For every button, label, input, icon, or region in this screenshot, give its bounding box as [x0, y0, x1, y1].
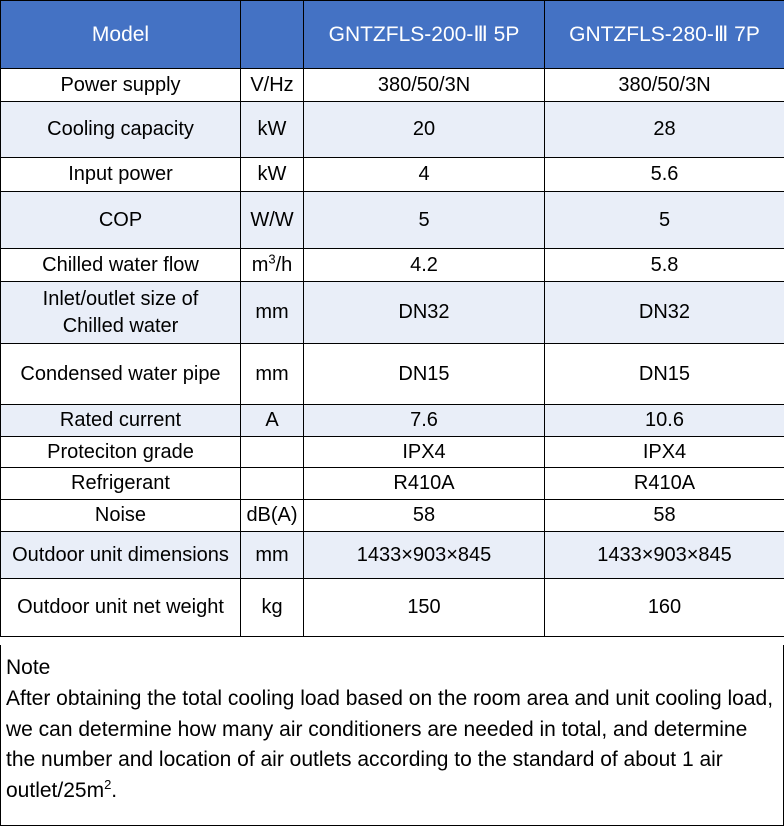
unit-cell: A — [241, 405, 304, 437]
table-row — [1, 579, 784, 637]
param-cell: Condensed water pipe — [1, 344, 241, 405]
value-a-cell: R410A — [304, 468, 545, 500]
param-cell: Rated current — [1, 405, 241, 437]
table-row — [1, 249, 784, 282]
note-text: After obtaining the total cooling load based on the room area and unit cooling load, we can determine how many air conditioners are needed in total, and determine the number and location of air outlets according to the standard of about 1 air outlet/$25m^2$. — [6, 687, 774, 802]
value-a-cell: IPX4 — [304, 437, 545, 468]
value-b-cell: 1433×903×845 — [545, 532, 784, 579]
value-b-cell: 160 — [545, 579, 784, 637]
param-cell: Chilled water flow — [1, 249, 241, 282]
unit-cell — [241, 437, 304, 468]
unit-cell: mm — [241, 344, 304, 405]
table-row — [1, 344, 784, 405]
table-row — [1, 158, 784, 192]
unit-cell: kg — [241, 579, 304, 637]
unit-cell: $m^3/h$ — [241, 249, 304, 282]
model-a-header: GNTZFLS-200-Ⅲ 5P — [304, 1, 545, 69]
value-b-cell: 5 — [545, 192, 784, 249]
param-cell: Power supply — [1, 69, 241, 102]
value-b-cell: R410A — [545, 468, 784, 500]
param-cell: Input power — [1, 158, 241, 192]
table-row — [1, 282, 784, 344]
unit-cell: mm — [241, 532, 304, 579]
header-row — [1, 1, 784, 69]
value-b-cell: 380/50/3N — [545, 69, 784, 102]
table-row — [1, 102, 784, 158]
unit-cell: kW — [241, 158, 304, 192]
table-row — [1, 437, 784, 468]
param-cell: Proteciton grade — [1, 437, 241, 468]
value-b-cell: 58 — [545, 500, 784, 532]
value-a-cell: DN32 — [304, 282, 545, 344]
param-cell: Outdoor unit net weight — [1, 579, 241, 637]
unit-cell: W/W — [241, 192, 304, 249]
table-row — [1, 192, 784, 249]
unit-cell: dB(A) — [241, 500, 304, 532]
unit-cell — [241, 468, 304, 500]
value-a-cell: DN15 — [304, 344, 545, 405]
param-cell: COP — [1, 192, 241, 249]
table-row — [1, 500, 784, 532]
value-a-cell: 1433×903×845 — [304, 532, 545, 579]
value-a-cell: 58 — [304, 500, 545, 532]
model-b-header: GNTZFLS-280-Ⅲ 7P — [545, 1, 784, 69]
value-b-cell: 5.8 — [545, 249, 784, 282]
value-a-cell: 20 — [304, 102, 545, 158]
value-b-cell: IPX4 — [545, 437, 784, 468]
value-b-cell: 10.6 — [545, 405, 784, 437]
value-b-cell: DN15 — [545, 344, 784, 405]
note-title: Note — [6, 656, 51, 679]
unit-cell: V/Hz — [241, 69, 304, 102]
unit-header — [241, 1, 304, 69]
param-cell: Inlet/outlet size of Chilled water — [1, 282, 241, 344]
value-a-cell: 4 — [304, 158, 545, 192]
param-cell: Refrigerant — [1, 468, 241, 500]
table-row — [1, 532, 784, 579]
value-a-cell: 5 — [304, 192, 545, 249]
value-a-cell: 380/50/3N — [304, 69, 545, 102]
note-box — [0, 645, 784, 826]
param-cell: Cooling capacity — [1, 102, 241, 158]
model-header: Model — [1, 1, 241, 69]
table-row — [1, 69, 784, 102]
unit-cell: mm — [241, 282, 304, 344]
table-row — [1, 468, 784, 500]
value-a-cell: 4.2 — [304, 249, 545, 282]
value-a-cell: 150 — [304, 579, 545, 637]
value-b-cell: 28 — [545, 102, 784, 158]
param-cell: Outdoor unit dimensions — [1, 532, 241, 579]
value-b-cell: DN32 — [545, 282, 784, 344]
value-a-cell: 7.6 — [304, 405, 545, 437]
unit-cell: kW — [241, 102, 304, 158]
value-b-cell: 5.6 — [545, 158, 784, 192]
param-cell: Noise — [1, 500, 241, 532]
table-row — [1, 405, 784, 437]
